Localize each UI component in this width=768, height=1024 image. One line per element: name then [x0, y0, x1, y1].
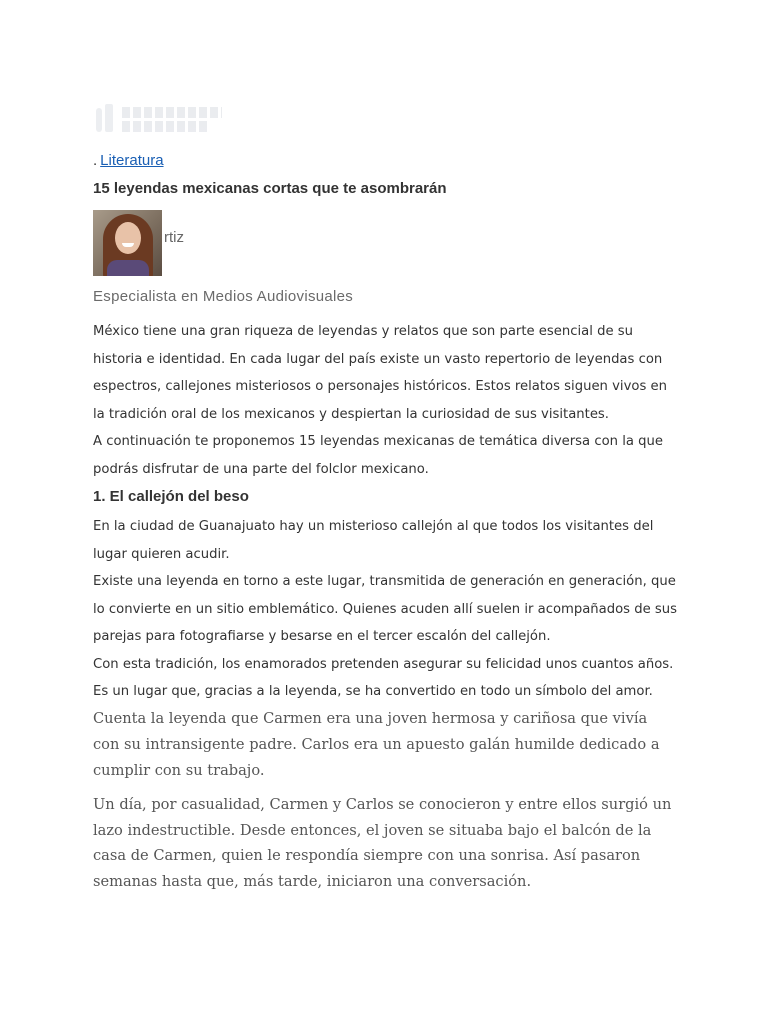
logo-wordmark	[122, 107, 222, 132]
author-avatar[interactable]	[93, 210, 162, 276]
intro-paragraph: México tiene una gran riqueza de leyendas y relatos que son parte esencial de su historia e identidad. En cada lugar del país existe un vasto repertorio de leyendas con espectros, callejones misteriosos o personajes históricos. Estos relatos siguen vivos en la tradición oral de los mexicanos y despiertan la curiosidad de sus visitantes.	[93, 324, 667, 422]
author-name[interactable]: rtiz	[164, 229, 184, 246]
story-text	[93, 706, 673, 904]
breadcrumb-link-category[interactable]: Literatura	[100, 152, 164, 169]
article-title: 15 leyendas mexicanas cortas que te asombrarán	[93, 180, 447, 197]
logo-mark-icon	[94, 104, 116, 134]
story-paragraph: Un día, por casualidad, Carmen y Carlos se conocieron y entre ellos surgió un lazo indestructible. Desde entonces, el joven se situaba bajo el balcón de la casa de Carmen, quien le respondía siempre con una sonrisa. Así pasaron semanas hasta que, más tarde, iniciaron una conversación.	[93, 795, 672, 891]
breadcrumb	[93, 152, 164, 170]
section-heading: 1. El callejón del beso	[93, 488, 249, 505]
section-paragraph: Con esta tradición, los enamorados pretenden asegurar su felicidad unos cuantos años. Es un lugar que, gracias a la leyenda, se ha convertido en todo un símbolo del amor.	[93, 656, 674, 699]
story-paragraph: Cuenta la leyenda que Carmen era una joven hermosa y cariñosa que vivía con su intransigente padre. Carlos era un apuesto galán humilde dedicado a cumplir con su trabajo.	[93, 710, 660, 779]
section-paragraph: En la ciudad de Guanajuato hay un misterioso callejón al que todos los visitantes del lugar quieren acudir.	[93, 519, 654, 562]
site-logo[interactable]	[94, 102, 228, 136]
section-paragraph: Existe una leyenda en torno a este lugar, transmitida de generación en generación, que lo convierte en un sitio emblemático. Quienes acuden allí suelen ir acompañados de sus parejas para fotografiarse y besarse en el tercer escalón del callejón.	[93, 574, 678, 644]
intro-paragraph: A continuación te proponemos 15 leyendas mexicanas de temática diversa con la que podrás disfrutar de una parte del folclor mexicano.	[93, 434, 663, 477]
section-body	[93, 513, 678, 706]
author-role: Especialista en Medios Audiovisuales	[93, 288, 354, 305]
intro-text	[93, 318, 678, 483]
breadcrumb-separator: .	[93, 152, 98, 169]
